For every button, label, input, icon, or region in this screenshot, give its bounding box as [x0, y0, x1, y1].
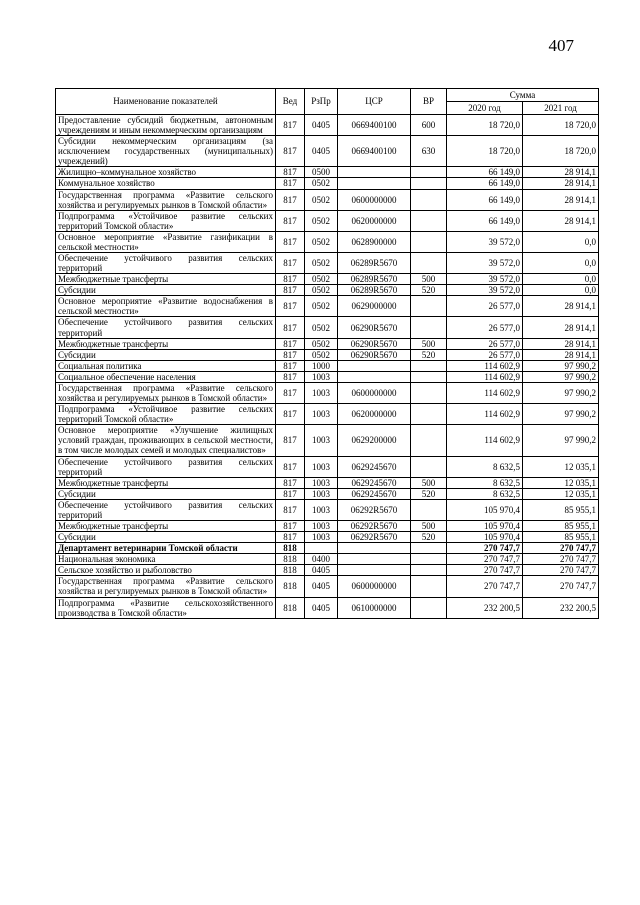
cell-rzpr: 0502: [305, 189, 338, 210]
cell-csr: 0628900000: [338, 231, 411, 252]
cell-vr: 500: [411, 338, 447, 349]
cell-2020: 105 970,4: [447, 520, 523, 531]
cell-name: Жилищно–коммунальное хозяйство: [56, 167, 276, 178]
cell-csr: 06289R5670: [338, 285, 411, 296]
cell-2020: 8 632,5: [447, 488, 523, 499]
cell-vr: [411, 597, 447, 618]
cell-vr: 520: [411, 285, 447, 296]
cell-ved: 817: [276, 178, 305, 189]
cell-csr: 06290R5670: [338, 338, 411, 349]
cell-rzpr: 1003: [305, 499, 338, 520]
table-row: [56, 597, 599, 618]
cell-ved: 818: [276, 576, 305, 597]
cell-rzpr: 0502: [305, 338, 338, 349]
cell-2021: 97 990,2: [523, 425, 599, 456]
cell-vr: [411, 189, 447, 210]
table-row: [56, 189, 599, 210]
cell-ved: 817: [276, 285, 305, 296]
cell-rzpr: 1003: [305, 532, 338, 543]
cell-2021: 0,0: [523, 253, 599, 274]
cell-csr: 06292R5670: [338, 499, 411, 520]
cell-2021: 12 035,1: [523, 488, 599, 499]
cell-ved: 817: [276, 274, 305, 285]
cell-rzpr: 0502: [305, 253, 338, 274]
cell-2020: 26 577,0: [447, 317, 523, 338]
table-row: [56, 532, 599, 543]
cell-ved: 818: [276, 543, 305, 554]
cell-2021: 0,0: [523, 274, 599, 285]
cell-csr: [338, 167, 411, 178]
cell-name: Межбюджетные трансферты: [56, 520, 276, 531]
cell-csr: [338, 360, 411, 371]
cell-ved: 817: [276, 115, 305, 136]
cell-ved: 817: [276, 360, 305, 371]
cell-vr: 520: [411, 488, 447, 499]
cell-csr: 0629200000: [338, 425, 411, 456]
cell-rzpr: 0405: [305, 115, 338, 136]
cell-2020: 114 602,9: [447, 360, 523, 371]
cell-csr: 06289R5670: [338, 253, 411, 274]
cell-rzpr: 1003: [305, 520, 338, 531]
cell-vr: [411, 231, 447, 252]
cell-2021: 28 914,1: [523, 167, 599, 178]
header-rzpr: РзПр: [305, 89, 338, 115]
table-row: [56, 456, 599, 477]
cell-name: Субсидии: [56, 488, 276, 499]
cell-2020: 39 572,0: [447, 285, 523, 296]
cell-2020: 39 572,0: [447, 274, 523, 285]
cell-csr: 0620000000: [338, 404, 411, 425]
cell-name: Сельское хозяйство и рыболовство: [56, 565, 276, 576]
table-row: [56, 565, 599, 576]
cell-2020: 270 747,7: [447, 576, 523, 597]
cell-rzpr: 1003: [305, 382, 338, 403]
cell-2020: 66 149,0: [447, 167, 523, 178]
cell-csr: 0629000000: [338, 296, 411, 317]
cell-2020: 39 572,0: [447, 253, 523, 274]
cell-vr: [411, 210, 447, 231]
cell-rzpr: 0502: [305, 349, 338, 360]
cell-2020: 26 577,0: [447, 349, 523, 360]
cell-rzpr: 0405: [305, 565, 338, 576]
cell-name: Субсидии некоммерческим организациям (за исключением государственных (муниципальных) учреждений): [56, 136, 276, 167]
cell-vr: 630: [411, 136, 447, 167]
table-row: [56, 543, 599, 554]
cell-vr: 500: [411, 477, 447, 488]
cell-2021: 270 747,7: [523, 543, 599, 554]
cell-2020: 270 747,7: [447, 565, 523, 576]
cell-name: Государственная программа «Развитие сельского хозяйства и регулируемых рынков в Томской области»: [56, 382, 276, 403]
cell-vr: [411, 167, 447, 178]
cell-name: Межбюджетные трансферты: [56, 338, 276, 349]
cell-2020: 18 720,0: [447, 136, 523, 167]
cell-2020: 66 149,0: [447, 189, 523, 210]
cell-2021: 28 914,1: [523, 296, 599, 317]
cell-2020: 39 572,0: [447, 231, 523, 252]
cell-vr: 520: [411, 532, 447, 543]
cell-vr: 500: [411, 274, 447, 285]
cell-ved: 817: [276, 338, 305, 349]
cell-name: Межбюджетные трансферты: [56, 477, 276, 488]
cell-ved: 817: [276, 425, 305, 456]
cell-name: Обеспечение устойчивого развития сельских территорий: [56, 456, 276, 477]
cell-2021: 12 035,1: [523, 477, 599, 488]
cell-rzpr: 1003: [305, 404, 338, 425]
cell-name: Межбюджетные трансферты: [56, 274, 276, 285]
cell-vr: [411, 253, 447, 274]
cell-2021: 97 990,2: [523, 404, 599, 425]
cell-vr: [411, 404, 447, 425]
cell-vr: [411, 382, 447, 403]
cell-ved: 818: [276, 554, 305, 565]
cell-csr: 0620000000: [338, 210, 411, 231]
cell-ved: 817: [276, 477, 305, 488]
cell-rzpr: 0405: [305, 597, 338, 618]
cell-2021: 28 914,1: [523, 349, 599, 360]
cell-ved: 817: [276, 231, 305, 252]
cell-2021: 232 200,5: [523, 597, 599, 618]
cell-csr: 0629245670: [338, 477, 411, 488]
cell-rzpr: 0502: [305, 285, 338, 296]
table-row: [56, 210, 599, 231]
cell-2021: 18 720,0: [523, 115, 599, 136]
cell-csr: 06292R5670: [338, 520, 411, 531]
cell-2021: 270 747,7: [523, 554, 599, 565]
cell-ved: 817: [276, 136, 305, 167]
table-row: [56, 349, 599, 360]
cell-rzpr: 1003: [305, 477, 338, 488]
cell-name: Национальная экономика: [56, 554, 276, 565]
cell-ved: 817: [276, 532, 305, 543]
cell-2020: 114 602,9: [447, 404, 523, 425]
table-row: [56, 371, 599, 382]
cell-csr: 06289R5670: [338, 274, 411, 285]
cell-name: Государственная программа «Развитие сельского хозяйства и регулируемых рынков в Томской области»: [56, 189, 276, 210]
table-row: [56, 274, 599, 285]
cell-ved: 817: [276, 382, 305, 403]
cell-2021: 85 955,1: [523, 532, 599, 543]
table-row: [56, 576, 599, 597]
cell-vr: [411, 296, 447, 317]
table-row: [56, 167, 599, 178]
cell-vr: [411, 499, 447, 520]
cell-vr: [411, 543, 447, 554]
cell-2020: 232 200,5: [447, 597, 523, 618]
cell-2021: 28 914,1: [523, 210, 599, 231]
cell-vr: [411, 425, 447, 456]
table-row: [56, 425, 599, 456]
cell-vr: 500: [411, 520, 447, 531]
cell-vr: [411, 360, 447, 371]
cell-2020: 114 602,9: [447, 382, 523, 403]
cell-2021: 28 914,1: [523, 189, 599, 210]
cell-csr: 0629245670: [338, 488, 411, 499]
cell-name: Обеспечение устойчивого развития сельских территорий: [56, 317, 276, 338]
cell-2020: 270 747,7: [447, 554, 523, 565]
cell-name: Коммунальное хозяйство: [56, 178, 276, 189]
cell-name: Государственная программа «Развитие сельского хозяйства и регулируемых рынков в Томской области»: [56, 576, 276, 597]
header-sum: Сумма: [447, 89, 599, 102]
cell-rzpr: 0400: [305, 554, 338, 565]
cell-ved: 817: [276, 317, 305, 338]
cell-ved: 818: [276, 565, 305, 576]
cell-csr: 06292R5670: [338, 532, 411, 543]
table-row: [56, 178, 599, 189]
cell-2020: 8 632,5: [447, 477, 523, 488]
cell-ved: 817: [276, 499, 305, 520]
cell-ved: 817: [276, 253, 305, 274]
budget-table: [55, 88, 599, 619]
cell-rzpr: 0502: [305, 210, 338, 231]
cell-csr: 0669400100: [338, 136, 411, 167]
cell-csr: [338, 543, 411, 554]
cell-ved: 817: [276, 520, 305, 531]
table-row: [56, 554, 599, 565]
header-vr: ВР: [411, 89, 447, 115]
cell-ved: 818: [276, 597, 305, 618]
cell-name: Социальное обеспечение населения: [56, 371, 276, 382]
cell-ved: 817: [276, 488, 305, 499]
cell-2021: 28 914,1: [523, 338, 599, 349]
header-ved: Вед: [276, 89, 305, 115]
cell-ved: 817: [276, 167, 305, 178]
table-row: [56, 499, 599, 520]
cell-2020: 105 970,4: [447, 532, 523, 543]
cell-csr: [338, 178, 411, 189]
cell-csr: [338, 565, 411, 576]
cell-csr: [338, 554, 411, 565]
cell-vr: [411, 178, 447, 189]
cell-rzpr: 0500: [305, 167, 338, 178]
cell-name: Предоставление субсидий бюджетным, автономным учреждениям и иным некоммерческим организациям: [56, 115, 276, 136]
cell-2020: 26 577,0: [447, 296, 523, 317]
cell-rzpr: 0405: [305, 136, 338, 167]
cell-rzpr: [305, 543, 338, 554]
cell-name: Основное мероприятие «Развитие водоснабжения в сельской местности»: [56, 296, 276, 317]
cell-vr: [411, 371, 447, 382]
table-row: [56, 115, 599, 136]
cell-name: Основное мероприятие «Развитие газификации в сельской местности»: [56, 231, 276, 252]
cell-name: Основное мероприятие «Улучшение жилищных условий граждан, проживающих в сельской местности, в том числе молодых семей и молодых специалистов»: [56, 425, 276, 456]
cell-name: Обеспечение устойчивого развития сельских территорий: [56, 253, 276, 274]
cell-rzpr: 0502: [305, 317, 338, 338]
cell-2020: 66 149,0: [447, 178, 523, 189]
cell-name: Субсидии: [56, 349, 276, 360]
cell-name: Департамент ветеринарии Томской области: [56, 543, 276, 554]
cell-rzpr: 1003: [305, 425, 338, 456]
cell-csr: 0610000000: [338, 597, 411, 618]
table-row: [56, 136, 599, 167]
cell-rzpr: 0405: [305, 576, 338, 597]
cell-rzpr: 1000: [305, 360, 338, 371]
cell-csr: 06290R5670: [338, 317, 411, 338]
cell-2021: 12 035,1: [523, 456, 599, 477]
cell-ved: 817: [276, 456, 305, 477]
cell-csr: 0629245670: [338, 456, 411, 477]
cell-2020: 114 602,9: [447, 425, 523, 456]
cell-2020: 105 970,4: [447, 499, 523, 520]
cell-2021: 97 990,2: [523, 371, 599, 382]
table-row: [56, 360, 599, 371]
cell-vr: [411, 565, 447, 576]
cell-rzpr: 0502: [305, 231, 338, 252]
header-year-2021: 2021 год: [523, 102, 599, 115]
table-row: [56, 404, 599, 425]
cell-2020: 66 149,0: [447, 210, 523, 231]
cell-ved: 817: [276, 404, 305, 425]
cell-rzpr: 1003: [305, 371, 338, 382]
cell-vr: 520: [411, 349, 447, 360]
cell-vr: [411, 317, 447, 338]
cell-ved: 817: [276, 210, 305, 231]
cell-csr: [338, 371, 411, 382]
cell-2020: 270 747,7: [447, 543, 523, 554]
table-row: [56, 477, 599, 488]
cell-csr: 0600000000: [338, 576, 411, 597]
cell-vr: [411, 456, 447, 477]
cell-2021: 97 990,2: [523, 360, 599, 371]
table-row: [56, 253, 599, 274]
cell-ved: 817: [276, 349, 305, 360]
cell-csr: 0600000000: [338, 382, 411, 403]
cell-2020: 8 632,5: [447, 456, 523, 477]
table-row: [56, 338, 599, 349]
header-csr: ЦСР: [338, 89, 411, 115]
header-row: [56, 89, 599, 102]
table-row: [56, 231, 599, 252]
cell-2021: 270 747,7: [523, 565, 599, 576]
cell-csr: 0669400100: [338, 115, 411, 136]
cell-name: Подпрограмма «Устойчивое развитие сельских территорий Томской области»: [56, 404, 276, 425]
table-row: [56, 382, 599, 403]
table-row: [56, 317, 599, 338]
cell-rzpr: 0502: [305, 274, 338, 285]
cell-vr: [411, 576, 447, 597]
cell-name: Субсидии: [56, 285, 276, 296]
cell-2021: 18 720,0: [523, 136, 599, 167]
cell-rzpr: 0502: [305, 178, 338, 189]
cell-2021: 85 955,1: [523, 499, 599, 520]
cell-ved: 817: [276, 189, 305, 210]
table-row: [56, 488, 599, 499]
cell-csr: 0600000000: [338, 189, 411, 210]
cell-2021: 28 914,1: [523, 178, 599, 189]
cell-name: Обеспечение устойчивого развития сельских территорий: [56, 499, 276, 520]
cell-name: Подпрограмма «Устойчивое развитие сельских территорий Томской области»: [56, 210, 276, 231]
cell-2020: 26 577,0: [447, 338, 523, 349]
cell-rzpr: 0502: [305, 296, 338, 317]
cell-rzpr: 1003: [305, 456, 338, 477]
cell-2021: 0,0: [523, 231, 599, 252]
table-row: [56, 296, 599, 317]
cell-name: Подпрограмма «Развитие сельскохозяйственного производства в Томской области»: [56, 597, 276, 618]
cell-2021: 85 955,1: [523, 520, 599, 531]
table-row: [56, 520, 599, 531]
cell-2021: 270 747,7: [523, 576, 599, 597]
cell-2020: 18 720,0: [447, 115, 523, 136]
cell-vr: 600: [411, 115, 447, 136]
cell-vr: [411, 554, 447, 565]
cell-2021: 0,0: [523, 285, 599, 296]
page-number: 407: [548, 36, 574, 55]
header-name: Наименование показателей: [56, 89, 276, 115]
cell-name: Социальная политика: [56, 360, 276, 371]
cell-ved: 817: [276, 371, 305, 382]
cell-2020: 114 602,9: [447, 371, 523, 382]
cell-name: Субсидии: [56, 532, 276, 543]
cell-2021: 97 990,2: [523, 382, 599, 403]
cell-csr: 06290R5670: [338, 349, 411, 360]
cell-rzpr: 1003: [305, 488, 338, 499]
table-row: [56, 285, 599, 296]
cell-ved: 817: [276, 296, 305, 317]
header-year-2020: 2020 год: [447, 102, 523, 115]
cell-2021: 28 914,1: [523, 317, 599, 338]
